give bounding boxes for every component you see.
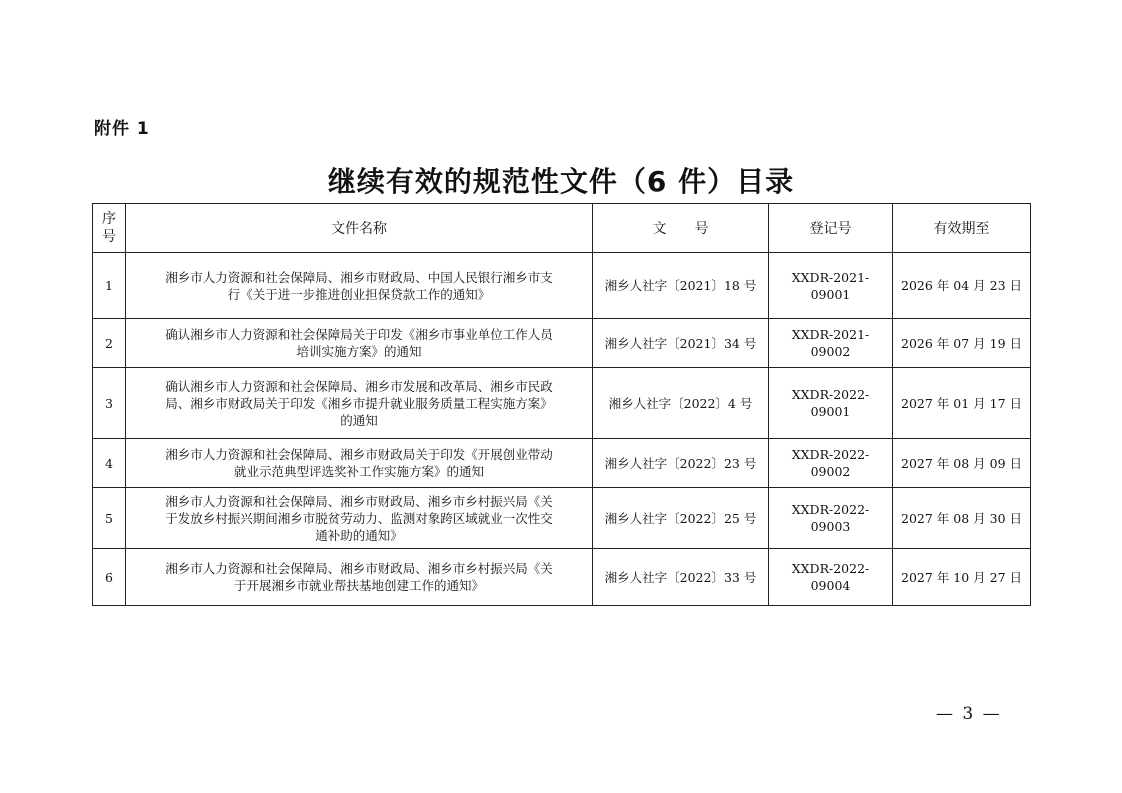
row-name-line: 局、湘乡市财政局关于印发《湘乡市提升就业服务质量工程实施方案》 (165, 395, 553, 411)
row-reg-no: XXDR-2022-09004 (769, 549, 893, 606)
row-valid-until: 2027 年 10 月 27 日 (893, 549, 1031, 606)
row-reg-no: XXDR-2022-09001 (769, 368, 893, 439)
row-valid-until: 2026 年 07 月 19 日 (893, 319, 1031, 368)
row-doc-no: 湘乡人社字〔2022〕25 号 (593, 488, 769, 549)
table-row (93, 253, 1031, 319)
row-name-line: 湘乡市人力资源和社会保障局、湘乡市财政局关于印发《开展创业带动 (165, 447, 553, 462)
row-name-line: 于发放乡村振兴期间湘乡市脱贫劳动力、监测对象跨区域就业一次性交 (165, 510, 553, 526)
row-seq: 4 (93, 439, 126, 488)
row-name-line: 确认湘乡市人力资源和社会保障局关于印发《湘乡市事业单位工作人员 (165, 327, 553, 342)
document-catalog-table (92, 203, 1031, 606)
row-doc-no: 湘乡人社字〔2021〕34 号 (593, 319, 769, 368)
row-valid-until: 2027 年 08 月 30 日 (893, 488, 1031, 549)
row-reg-no: XXDR-2021-09002 (769, 319, 893, 368)
page-number: — 3 — (936, 704, 1002, 724)
row-name-line: 于开展湘乡市就业帮扶基地创建工作的通知》 (233, 578, 484, 593)
row-seq: 1 (93, 253, 126, 319)
row-name-line: 确认湘乡市人力资源和社会保障局、湘乡市发展和改革局、湘乡市民政 (165, 378, 553, 394)
row-seq: 2 (93, 319, 126, 368)
table-row (93, 368, 1031, 439)
row-reg-no: XXDR-2022-09002 (769, 439, 893, 488)
row-name (126, 253, 593, 319)
row-reg-no: XXDR-2022-09003 (769, 488, 893, 549)
row-name-line: 湘乡市人力资源和社会保障局、湘乡市财政局、湘乡市乡村振兴局《关 (165, 561, 553, 576)
row-doc-no: 湘乡人社字〔2022〕33 号 (593, 549, 769, 606)
header-name: 文件名称 (126, 204, 593, 253)
table-row (93, 488, 1031, 549)
row-name-line: 湘乡市人力资源和社会保障局、湘乡市财政局、湘乡市乡村振兴局《关 (165, 493, 553, 509)
row-name-line: 行《关于进一步推进创业担保贷款工作的通知》 (227, 286, 491, 302)
row-valid-until: 2026 年 04 月 23 日 (893, 253, 1031, 319)
document-title: 继续有效的规范性文件（6 件）目录 (327, 165, 795, 198)
row-reg-no: XXDR-2021-09001 (769, 253, 893, 319)
row-valid-until: 2027 年 01 月 17 日 (893, 368, 1031, 439)
table-header-row (93, 204, 1031, 253)
row-seq: 6 (93, 549, 126, 606)
header-seq-line2: 号 (102, 229, 116, 245)
header-reg-no: 登记号 (769, 204, 893, 253)
table-row (93, 319, 1031, 368)
row-name (126, 319, 593, 368)
row-name-line: 的通知 (340, 412, 378, 428)
row-seq: 3 (93, 368, 126, 439)
row-doc-no: 湘乡人社字〔2022〕23 号 (593, 439, 769, 488)
header-doc-no: 文 号 (593, 204, 769, 253)
row-seq: 5 (93, 488, 126, 549)
header-seq-line1: 序 (102, 211, 116, 227)
row-name (126, 488, 593, 549)
attachment-label: 附件 1 (94, 119, 150, 139)
header-seq (93, 204, 126, 253)
table-row (93, 439, 1031, 488)
row-name (126, 368, 593, 439)
row-doc-no: 湘乡人社字〔2021〕18 号 (593, 253, 769, 319)
table-row (93, 549, 1031, 606)
row-name (126, 549, 593, 606)
row-name-line: 就业示范典型评选奖补工作实施方案》的通知 (233, 464, 484, 479)
row-name-line: 通补助的通知》 (315, 527, 403, 543)
row-doc-no: 湘乡人社字〔2022〕4 号 (593, 368, 769, 439)
header-valid-until: 有效期至 (893, 204, 1031, 253)
row-name-line: 湘乡市人力资源和社会保障局、湘乡市财政局、中国人民银行湘乡市支 (165, 269, 553, 285)
row-name-line: 培训实施方案》的通知 (296, 344, 422, 359)
row-valid-until: 2027 年 08 月 09 日 (893, 439, 1031, 488)
row-name (126, 439, 593, 488)
